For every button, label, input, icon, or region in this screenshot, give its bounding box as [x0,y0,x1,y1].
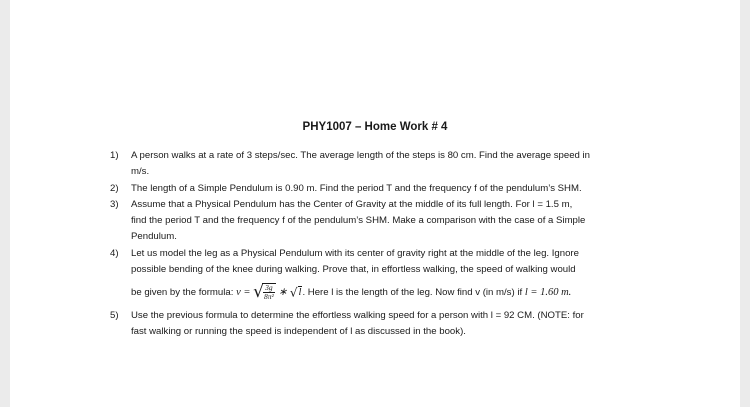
problem-number: 5) [110,310,119,322]
problem-item [110,246,658,308]
problem-text-line: find the period T and the frequency f of the pendulum’s SHM. Make a comparison with the case of a Simple [131,215,586,227]
problem-number: 2) [110,182,119,194]
problem-text-line: possible bending of the knee during walking. Prove that, in effortless walking, the speed of walking would [131,264,576,276]
problem-number: 1) [110,150,119,161]
problem-text-line: fast walking or running the speed is independent of l as discussed in the book). [131,326,466,338]
page-title: PHY1007 – Home Work # 4 [302,121,448,133]
problem-text-line: Pendulum. [131,231,177,243]
problem-text-line: The length of a Simple Pendulum is 0.90 m. Find the period T and the frequency f of the pendulum’s SHM. [131,182,582,194]
fraction-numerator: 3g [263,284,275,293]
problem-number: 3) [110,198,119,210]
formula-condition: l = 1.60 m. [524,287,572,299]
radical-sign: √ [289,285,298,300]
formula-sqrt-variable: l [298,287,302,299]
problem-text-line: Let us model the leg as a Physical Pendulum with its center of gravity right at the middle of the leg. Ignore [131,247,579,259]
formula-v-equals: v = [236,287,251,299]
formula-multiply: ∗ [278,287,288,299]
problem-list [110,148,658,341]
fraction-denominator: 8π² [263,292,274,302]
formula-lead-text: be given by the formula: [131,287,237,299]
problem-item [110,197,658,246]
problem-text-line: m/s. [131,166,150,178]
problem-item [110,181,658,197]
document-page [10,0,740,407]
fraction [262,283,276,301]
formula-after-text: . Here l is the length of the leg. Now find v (in m/s) if [302,287,525,299]
problem-text-line: A person walks at a rate of 3 steps/sec. The average length of the steps is 80 cm. Find the average speed in [131,150,590,161]
problem-number: 4) [110,247,119,259]
formula-line [131,277,658,308]
problem-text-line: Use the previous formula to determine the effortless walking speed for a person with l = 92 CM. (NOTE: for [131,310,584,322]
problem-text-line: Assume that a Physical Pendulum has the Center of Gravity at the middle of its full length. For l = 1.5 m, [131,198,573,210]
radical-sign: √ [253,282,264,303]
sqrt-fraction [253,277,276,308]
problem-item [110,308,658,341]
problem-item [110,148,658,181]
